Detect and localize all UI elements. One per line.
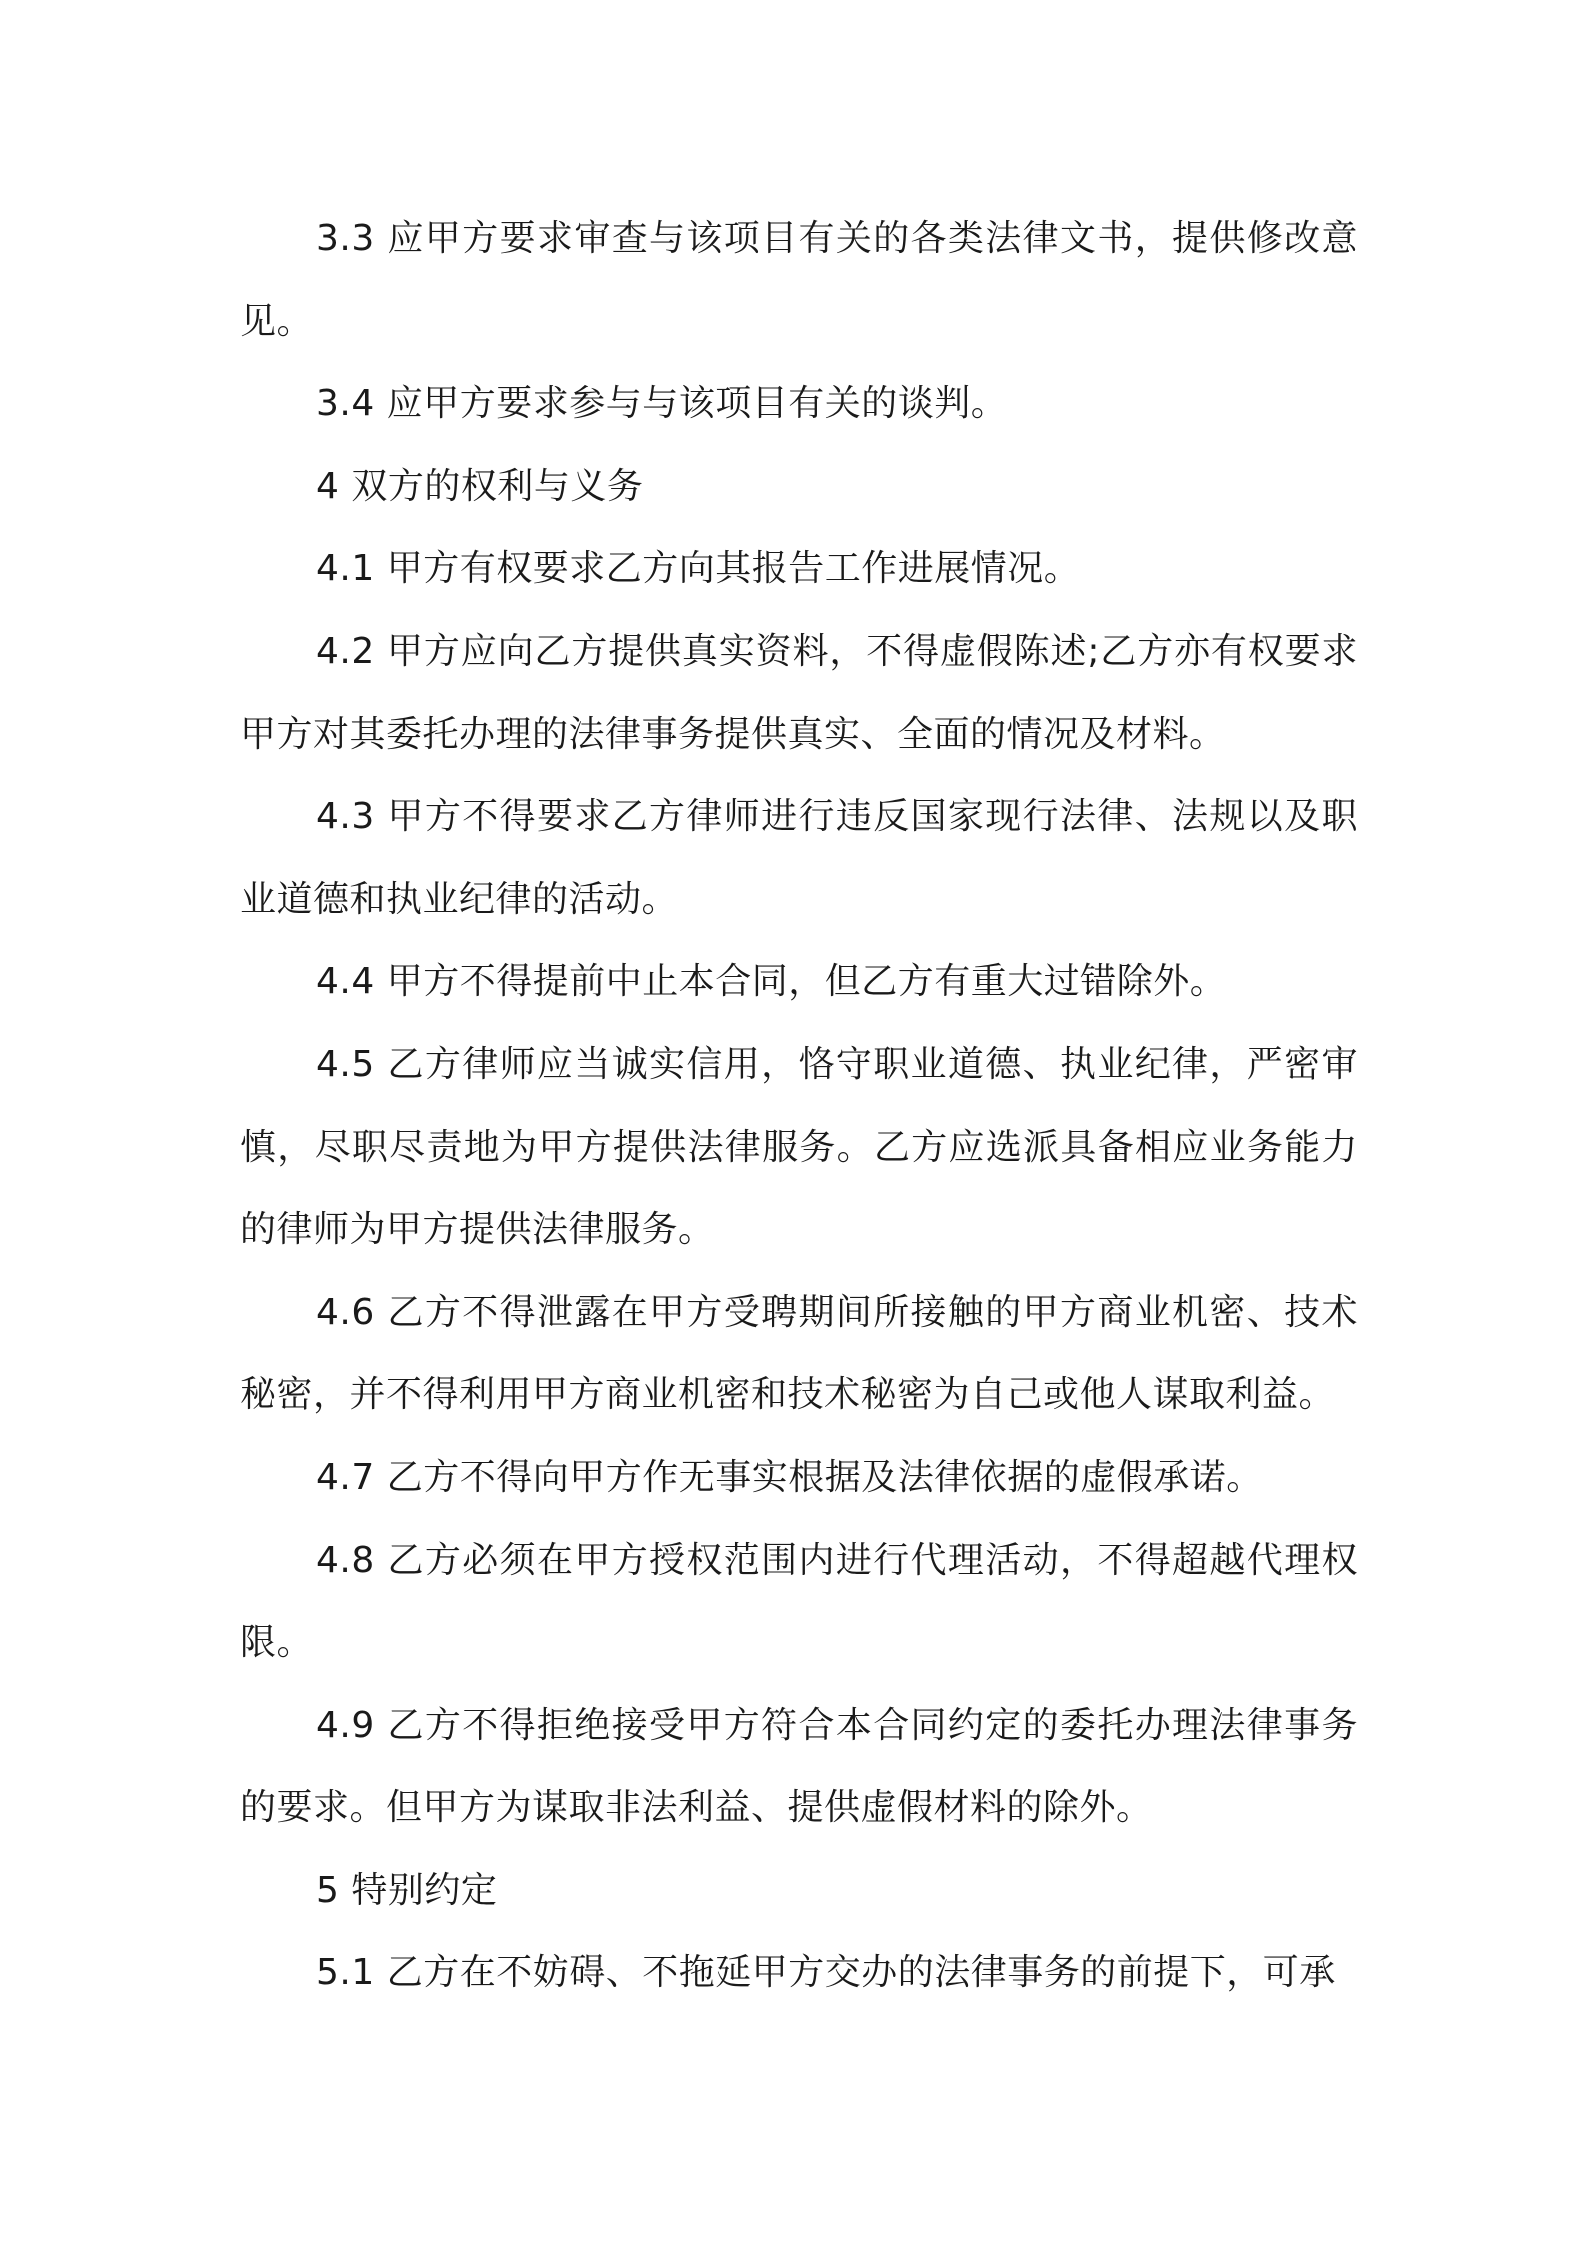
clause-4-7: 4.7 乙方不得向甲方作无事实根据及法律依据的虚假承诺。	[316, 1456, 1263, 1498]
clause-5-1: 5.1 乙方在不妨碍、不拖延甲方交办的法律事务的前提下，可承	[316, 1952, 1336, 1994]
document-body	[240, 198, 1358, 2015]
clause-4-1: 4.1 甲方有权要求乙方向其报告工作进展情况。	[316, 548, 1081, 590]
clause-4-8: 4.8 乙方必须在甲方授权范围内进行代理活动，不得超越代理权限。	[240, 1539, 1358, 1664]
section-heading-5: 5 特别约定	[316, 1869, 498, 1911]
clause-4-9: 4.9 乙方不得拒绝接受甲方符合本合同约定的委托办理法律事务的要求。但甲方为谋取非法利益、提供虚假材料的除外。	[240, 1704, 1358, 1829]
clause-4-5: 4.5 乙方律师应当诚实信用，恪守职业道德、执业纪律，严密审慎，尽职尽责地为甲方提供法律服务。乙方应选派具备相应业务能力的律师为甲方提供法律服务。	[240, 1043, 1358, 1251]
clause-3-4: 3.4 应甲方要求参与与该项目有关的谈判。	[316, 383, 1008, 425]
section-heading-4: 4 双方的权利与义务	[316, 465, 644, 507]
clause-4-6: 4.6 乙方不得泄露在甲方受聘期间所接触的甲方商业机密、技术秘密，并不得利用甲方商业机密和技术秘密为自己或他人谋取利益。	[240, 1291, 1358, 1416]
clause-4-2: 4.2 甲方应向乙方提供真实资料，不得虚假陈述;乙方亦有权要求甲方对其委托办理的法律事务提供真实、全面的情况及材料。	[240, 630, 1358, 755]
clause-4-4: 4.4 甲方不得提前中止本合同，但乙方有重大过错除外。	[316, 961, 1227, 1003]
clause-3-3: 3.3 应甲方要求审查与该项目有关的各类法律文书，提供修改意见。	[240, 218, 1358, 342]
clause-4-3: 4.3 甲方不得要求乙方律师进行违反国家现行法律、法规以及职业道德和执业纪律的活动。	[240, 796, 1358, 920]
